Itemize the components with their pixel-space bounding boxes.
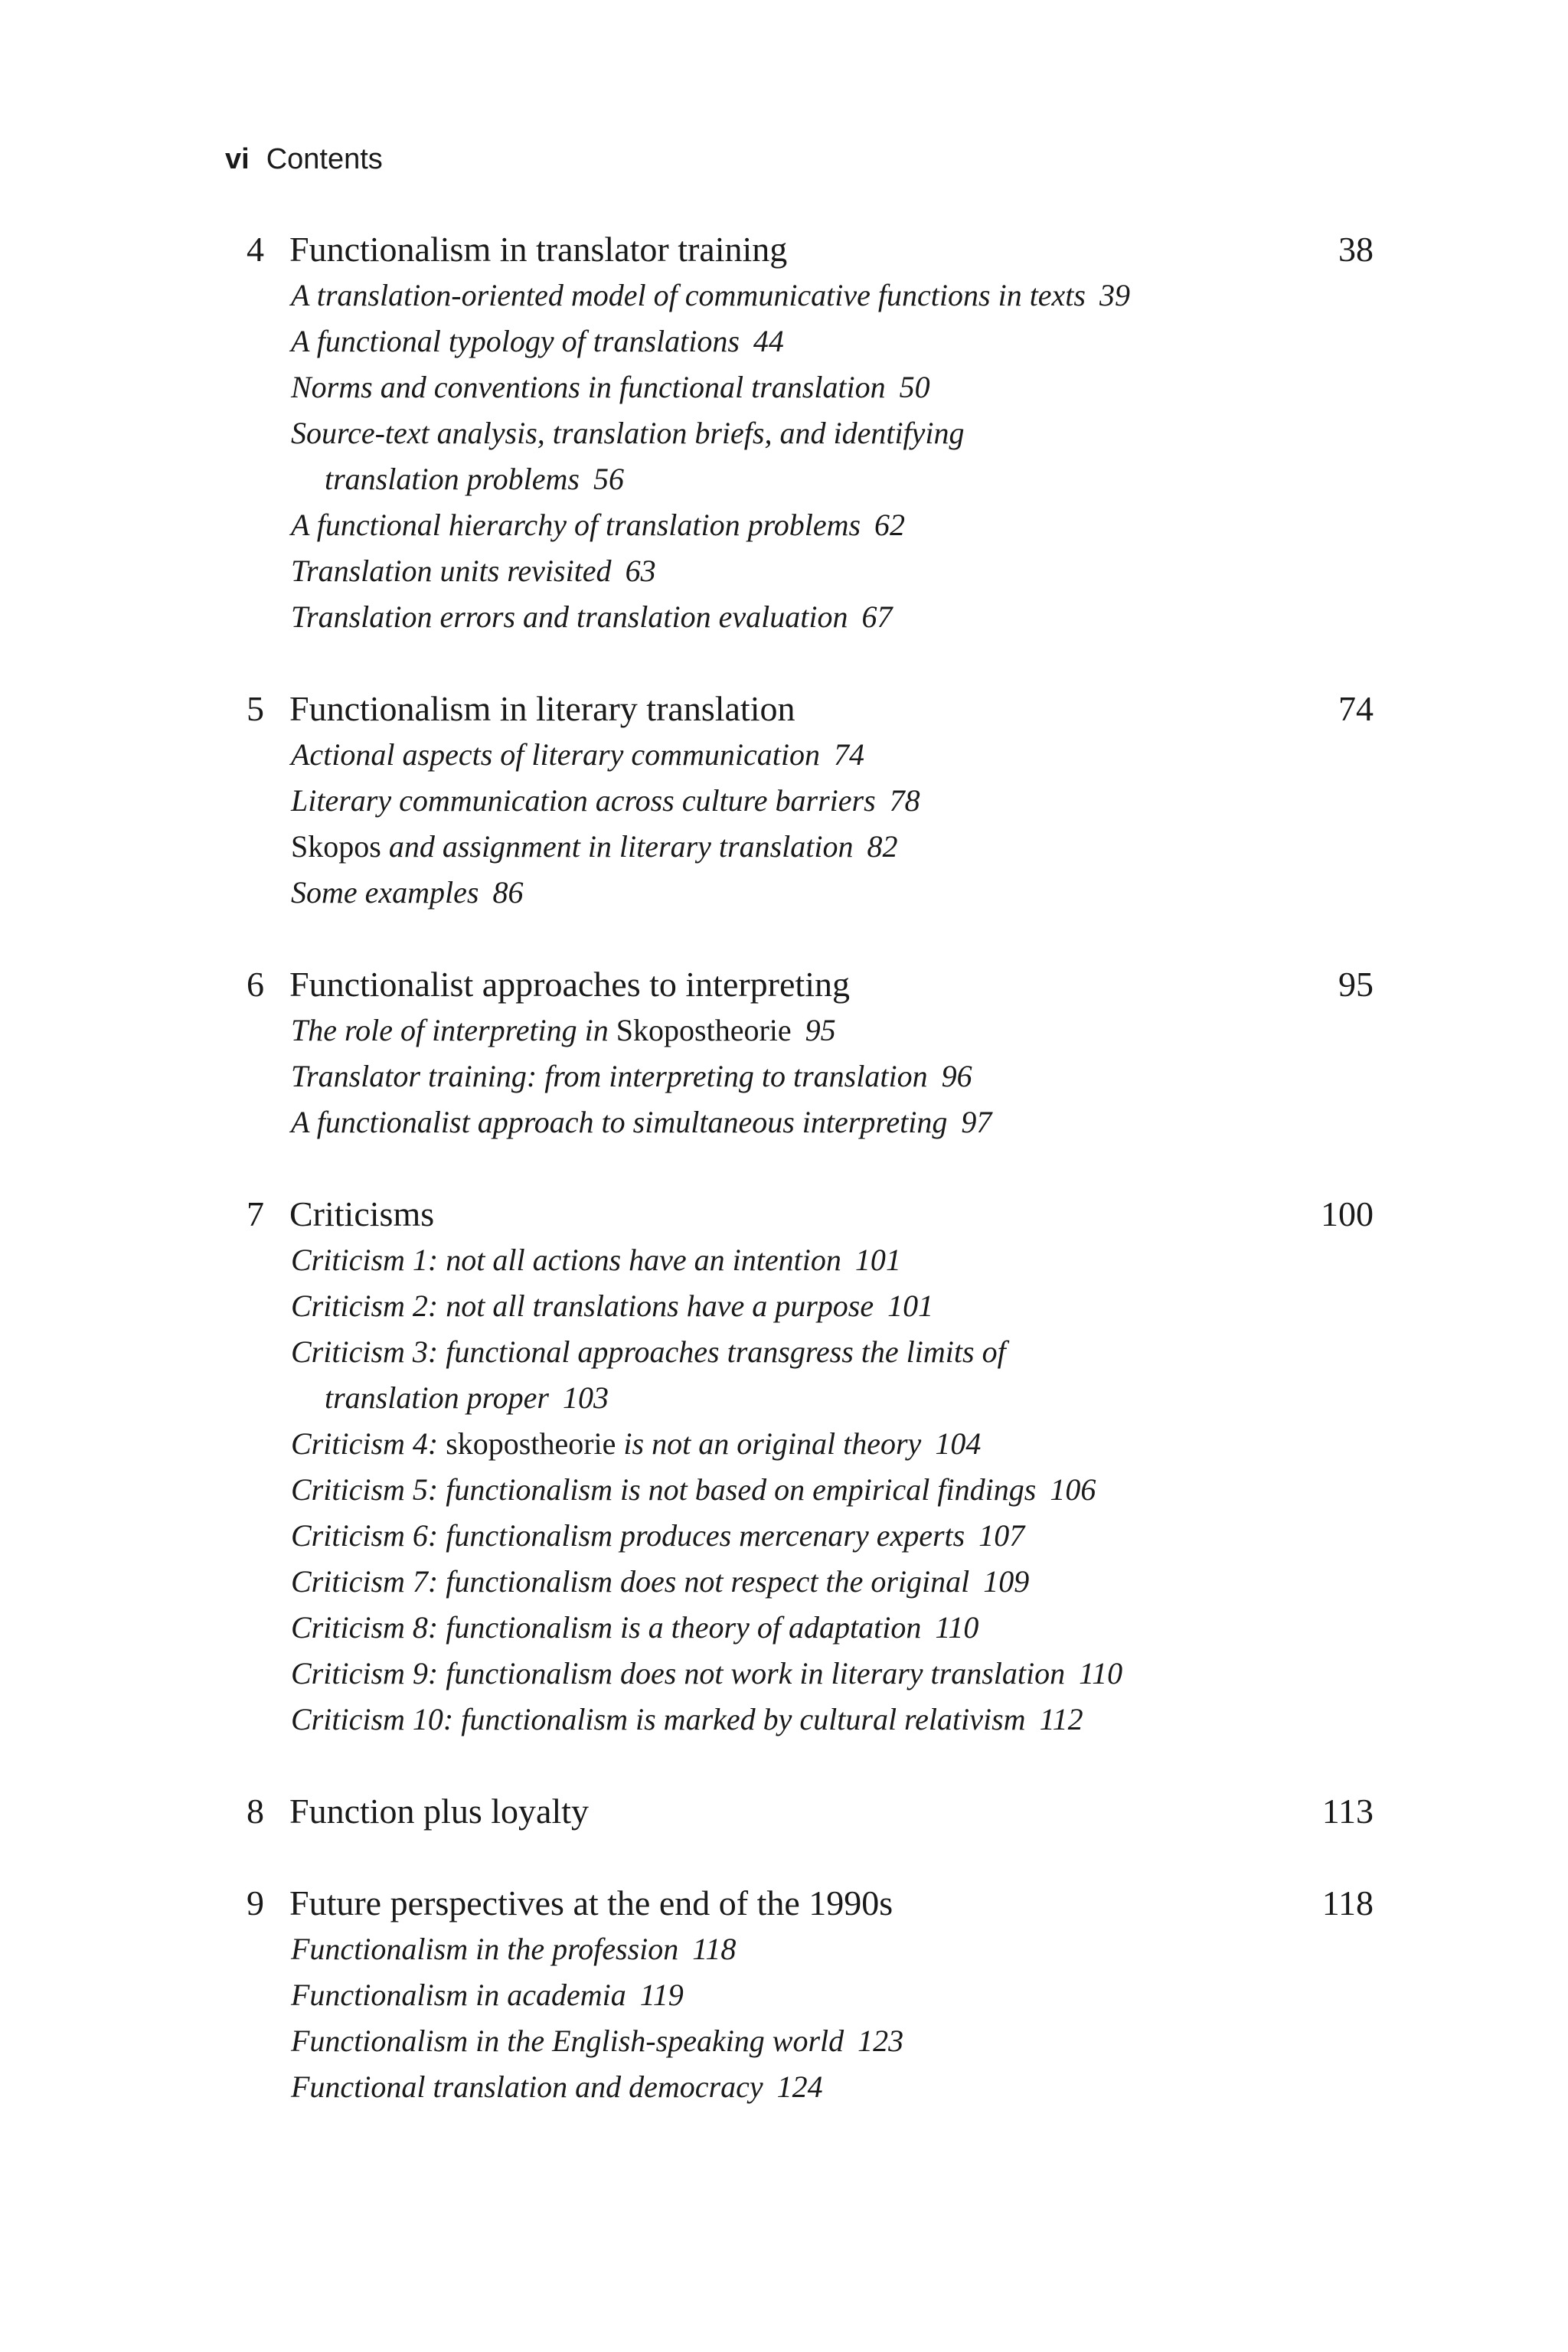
chapter-page-number: 100 [1321, 1194, 1374, 1233]
section-title: Criticism 4: [291, 1426, 446, 1461]
section-title: The role of interpreting in [291, 1013, 616, 1047]
toc-chapter-5 [0, 686, 1568, 916]
section-title: Criticism 6: functionalism produces mercenary experts [291, 1518, 965, 1553]
section-entry [291, 410, 1286, 456]
chapter-title: Functionalism in literary translation [289, 689, 795, 728]
section-title: Criticism 10: functionalism is marked by cultural relativism [291, 1702, 1026, 1736]
chapter-page-number: 95 [1338, 965, 1374, 1004]
section-page-number: 106 [1050, 1472, 1096, 1507]
chapter-heading [0, 1191, 1568, 1237]
section-entry [291, 778, 1286, 824]
section-page-number: 101 [887, 1289, 934, 1323]
section-entry [291, 1237, 1286, 1283]
section-entry [291, 1283, 1286, 1329]
section-title: Norms and conventions in functional translation [291, 370, 886, 404]
section-page-number: 123 [858, 2024, 904, 2058]
chapter-heading [0, 962, 1568, 1008]
section-title-continued: translation problems [325, 462, 580, 496]
section-entry [291, 1329, 1286, 1375]
section-entry [291, 1467, 1286, 1513]
section-page-number: 74 [834, 737, 864, 772]
section-entry [291, 1605, 1286, 1651]
section-page-number: 44 [753, 324, 784, 358]
section-page-number: 86 [492, 875, 524, 910]
section-page-number: 118 [692, 1932, 737, 1966]
toc-chapter-6 [0, 962, 1568, 1145]
section-title: Source-text analysis, translation briefs, and identifying [291, 416, 965, 450]
section-title: Criticism 5: functionalism is not based on empirical findings [291, 1472, 1037, 1507]
section-title: Actional aspects of literary communication [291, 737, 820, 772]
section-entry [291, 1008, 1286, 1054]
section-title: Translation errors and translation evaluation [291, 599, 848, 634]
chapter-number: 7 [247, 1194, 264, 1233]
section-title: Functionalism in academia [291, 1978, 626, 2012]
section-page-number: 82 [867, 829, 898, 864]
section-page-number: 124 [776, 2069, 823, 2104]
section-page-number: 50 [899, 370, 930, 404]
section-page-number: 110 [1079, 1656, 1123, 1690]
section-list [0, 1008, 1568, 1145]
section-page-number: 96 [941, 1059, 972, 1093]
section-title: A functionalist approach to simultaneous interpreting [291, 1105, 948, 1139]
running-head [225, 142, 383, 176]
chapter-title: Future perspectives at the end of the 1990s [289, 1883, 893, 1922]
section-entry [291, 1421, 1286, 1467]
section-title-roman: skopostheorie [446, 1426, 616, 1461]
toc-chapter-9 [0, 1880, 1568, 2110]
section-page-number: 101 [854, 1243, 901, 1277]
section-entry-continued [325, 456, 1320, 502]
section-entry [291, 2018, 1286, 2064]
chapter-number: 6 [247, 965, 264, 1004]
section-title: A functional hierarchy of translation problems [291, 508, 861, 542]
section-title: A functional typology of translations [291, 324, 740, 358]
section-page-number: 103 [563, 1380, 609, 1415]
section-entry [291, 1926, 1286, 1972]
toc-chapter-8 [0, 1788, 1568, 1834]
section-list [0, 1237, 1568, 1743]
section-entry [291, 732, 1286, 778]
chapter-page-number: 118 [1321, 1883, 1374, 1922]
section-entry-continued [325, 1375, 1320, 1421]
section-entry [291, 870, 1286, 916]
section-title: Some examples [291, 875, 479, 910]
section-title: Functional translation and democracy [291, 2069, 763, 2104]
section-entry [291, 824, 1286, 870]
section-page-number: 78 [889, 783, 920, 818]
section-page-number: 109 [983, 1564, 1030, 1599]
section-entry [291, 2064, 1286, 2110]
chapter-title: Function plus loyalty [289, 1792, 589, 1831]
section-entry [291, 1651, 1286, 1697]
section-entry [291, 594, 1286, 640]
chapter-heading [0, 686, 1568, 732]
section-page-number: 110 [935, 1610, 979, 1645]
section-entry [291, 1559, 1286, 1605]
section-title: Criticism 1: not all actions have an intention [291, 1243, 841, 1277]
section-entry [291, 1099, 1286, 1145]
section-title: Criticism 8: functionalism is a theory of adaptation [291, 1610, 922, 1645]
section-title-after: is not an original theory [616, 1426, 922, 1461]
chapter-page-number: 38 [1338, 230, 1374, 269]
chapter-heading [0, 1880, 1568, 1926]
section-page-number: 97 [961, 1105, 992, 1139]
section-title: Functionalism in the English-speaking world [291, 2024, 844, 2058]
chapter-title: Functionalism in translator training [289, 230, 788, 269]
section-page-number: 67 [861, 599, 893, 634]
chapter-page-number: 74 [1338, 689, 1374, 728]
section-page-number: 39 [1099, 278, 1130, 312]
section-entry [291, 273, 1286, 318]
chapter-heading [0, 1788, 1568, 1834]
section-title-roman: Skopostheorie [616, 1013, 792, 1047]
section-title: Criticism 9: functionalism does not work in literary translation [291, 1656, 1066, 1690]
section-list [0, 732, 1568, 916]
section-entry [291, 548, 1286, 594]
section-entry [291, 1972, 1286, 2018]
section-title: Translator training: from interpreting to translation [291, 1059, 928, 1093]
section-page-number: 62 [874, 508, 906, 542]
chapter-page-number: 113 [1321, 1792, 1374, 1831]
section-title: Criticism 3: functional approaches transgress the limits of [291, 1334, 1006, 1369]
toc-chapter-4 [0, 227, 1568, 640]
chapter-number: 4 [247, 230, 264, 269]
section-page-number: 107 [978, 1518, 1025, 1553]
chapter-number: 9 [247, 1883, 264, 1922]
section-entry [291, 1054, 1286, 1099]
section-title-continued: translation proper [325, 1380, 549, 1415]
section-title: Translation units revisited [291, 554, 612, 588]
section-title: A translation-oriented model of communicative functions in texts [291, 278, 1086, 312]
section-list [0, 273, 1568, 640]
section-title: and assignment in literary translation [381, 829, 854, 864]
section-title: Criticism 2: not all translations have a purpose [291, 1289, 874, 1323]
section-page-number: 112 [1039, 1702, 1083, 1736]
section-page-number: 104 [935, 1426, 982, 1461]
section-page-number: 63 [625, 554, 656, 588]
toc-chapter-7 [0, 1191, 1568, 1743]
section-entry [291, 318, 1286, 364]
section-title: Functionalism in the profession [291, 1932, 679, 1966]
section-title: Literary communication across culture barriers [291, 783, 876, 818]
section-entry [291, 1513, 1286, 1559]
section-title: Criticism 7: functionalism does not respect the original [291, 1564, 970, 1599]
section-page-number: 56 [593, 462, 624, 496]
chapter-number: 8 [247, 1792, 264, 1831]
section-entry [291, 364, 1286, 410]
section-entry [291, 1697, 1286, 1743]
section-page-number: 119 [639, 1978, 684, 2012]
running-head-title: Contents [266, 143, 383, 175]
chapter-title: Criticisms [289, 1194, 435, 1233]
chapter-title: Functionalist approaches to interpreting [289, 965, 850, 1004]
page-folio: vi [225, 143, 250, 175]
section-title-roman: Skopos [291, 829, 381, 864]
section-page-number: 95 [805, 1013, 836, 1047]
chapter-number: 5 [247, 689, 264, 728]
section-list [0, 1926, 1568, 2110]
chapter-heading [0, 227, 1568, 273]
section-entry [291, 502, 1286, 548]
